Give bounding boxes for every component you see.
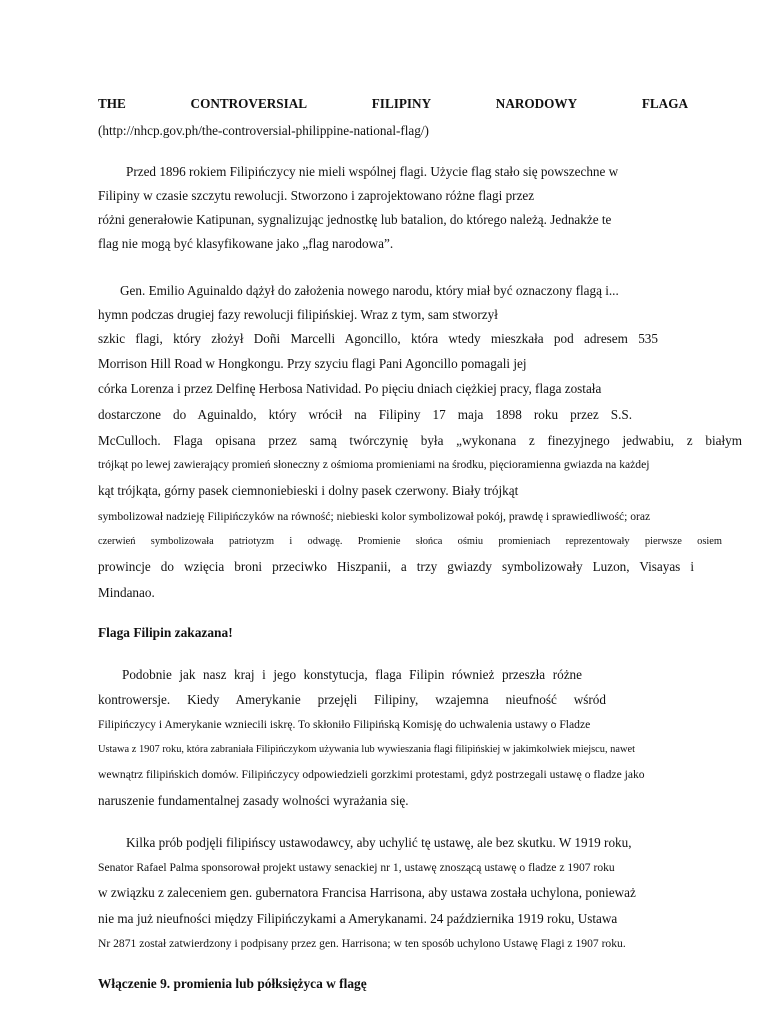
- text-line: Gen. Emilio Aguinaldo dążył do założenia nowego narodu, który miał być oznaczony flagą i...: [120, 283, 619, 298]
- text-line: prowincje do wzięcia broni przeciwko Hiszpanii, a trzy gwiazdy symbolizowały Luzon, Visayas i: [98, 559, 694, 574]
- title-word: CONTROVERSIAL: [190, 96, 308, 111]
- text-line: córka Lorenza i przez Delfinę Herbosa Natividad. Po pięciu dniach ciężkiej pracy, flaga została: [98, 381, 602, 396]
- document-title: [98, 96, 688, 112]
- text-line: czerwień symbolizowała patriotyzm i odwagę. Promienie słońca ośmiu promieniach reprezentowały pierwsze osiem: [98, 536, 722, 547]
- text-line: różni generałowie Katipunan, sygnalizując jednostkę lub batalion, do którego należą. Jednakże te: [98, 212, 612, 227]
- text-line: Filipiny w czasie szczytu rewolucji. Stworzono i zaprojektowano różne flagi przez: [98, 188, 535, 203]
- text-line: Filipińczycy i Amerykanie wzniecili iskrę. To skłoniło Filipińską Komisję do uchwalenia ustawy o Fladze: [98, 718, 591, 731]
- text-line: Podobnie jak nasz kraj i jego konstytucja, flaga Filipin również przeszła różne: [122, 667, 582, 682]
- text-line: kąt trójkąta, górny pasek ciemnoniebieski i dolny pasek czerwony. Biały trójkąt: [98, 483, 519, 498]
- text-line: kontrowersje. Kiedy Amerykanie przejęli Filipiny, wzajemna nieufność wśród: [98, 692, 606, 707]
- text-line: Morrison Hill Road w Hongkongu. Przy szyciu flagi Pani Agoncillo pomagali jej: [98, 356, 527, 371]
- title-word: FILIPINY: [371, 96, 432, 111]
- text-line: w związku z zaleceniem gen. gubernatora Francisa Harrisona, aby ustawa została uchylona, ponieważ: [98, 885, 636, 900]
- title-word: THE: [98, 96, 126, 111]
- section-heading: Flaga Filipin zakazana!: [98, 625, 233, 640]
- text-line: trójkąt po lewej zawierający promień słoneczny z ośmioma promieniami na środku, pięcioramienna gwiazda na każdej: [98, 458, 650, 471]
- text-line: Senator Rafael Palma sponsorował projekt ustawy senackiej nr 1, ustawę znoszącą ustawę o fladze z 1907 roku: [98, 861, 615, 874]
- text-line: Przed 1896 rokiem Filipińczycy nie mieli wspólnej flagi. Użycie flag stało się powszechne w: [126, 164, 619, 179]
- text-line: flag nie mogą być klasyfikowane jako „flag narodowa”.: [98, 236, 394, 251]
- text-line: Kilka prób podjęli filipińscy ustawodawcy, aby uchylić tę ustawę, ale bez skutku. W 1919 roku,: [126, 835, 632, 850]
- source-url: (http://nhcp.gov.ph/the-controversial-philippine-national-flag/): [98, 123, 429, 138]
- text-line: hymn podczas drugiej fazy rewolucji filipińskiej. Wraz z tym, sam stworzył: [98, 307, 498, 322]
- text-line: wewnątrz filipińskich domów. Filipińczycy odpowiedzieli gorzkimi protestami, gdyż postrzegali ustawę o fladze jako: [98, 768, 645, 781]
- text-line: naruszenie fundamentalnej zasady wolności wyrażania się.: [98, 793, 409, 808]
- text-line: nie ma już nieufności między Filipińczykami a Amerykanami. 24 października 1919 roku, Ustawa: [98, 911, 618, 926]
- text-line: Mindanao.: [98, 585, 155, 600]
- text-line: McCulloch. Flaga opisana przez samą twórczynię była „wykonana z finezyjnego jedwabiu, z białym: [98, 433, 742, 448]
- text-line: szkic flagi, który złożył Doñi Marcelli Agoncillo, która wtedy mieszkała pod adresem 535: [98, 331, 658, 346]
- text-line: Ustawa z 1907 roku, która zabraniała Filipińczykom używania lub wywieszania flagi filipińskiej w jakimkolwiek miejscu, nawet: [98, 744, 635, 755]
- text-line: dostarczone do Aguinaldo, który wrócił na Filipiny 17 maja 1898 roku przez S.S.: [98, 407, 632, 422]
- title-word: NARODOWY: [495, 96, 578, 111]
- text-line: symbolizował nadzieję Filipińczyków na równość; niebieski kolor symbolizował pokój, prawdę i sprawiedliwość; oraz: [98, 510, 651, 523]
- title-word: FLAGA: [641, 96, 688, 111]
- section-heading: Włączenie 9. promienia lub półksiężyca w flagę: [98, 976, 367, 991]
- text-line: Nr 2871 został zatwierdzony i podpisany przez gen. Harrisona; w ten sposób uchylono Ustawę Flagi z 1907 roku.: [98, 937, 626, 950]
